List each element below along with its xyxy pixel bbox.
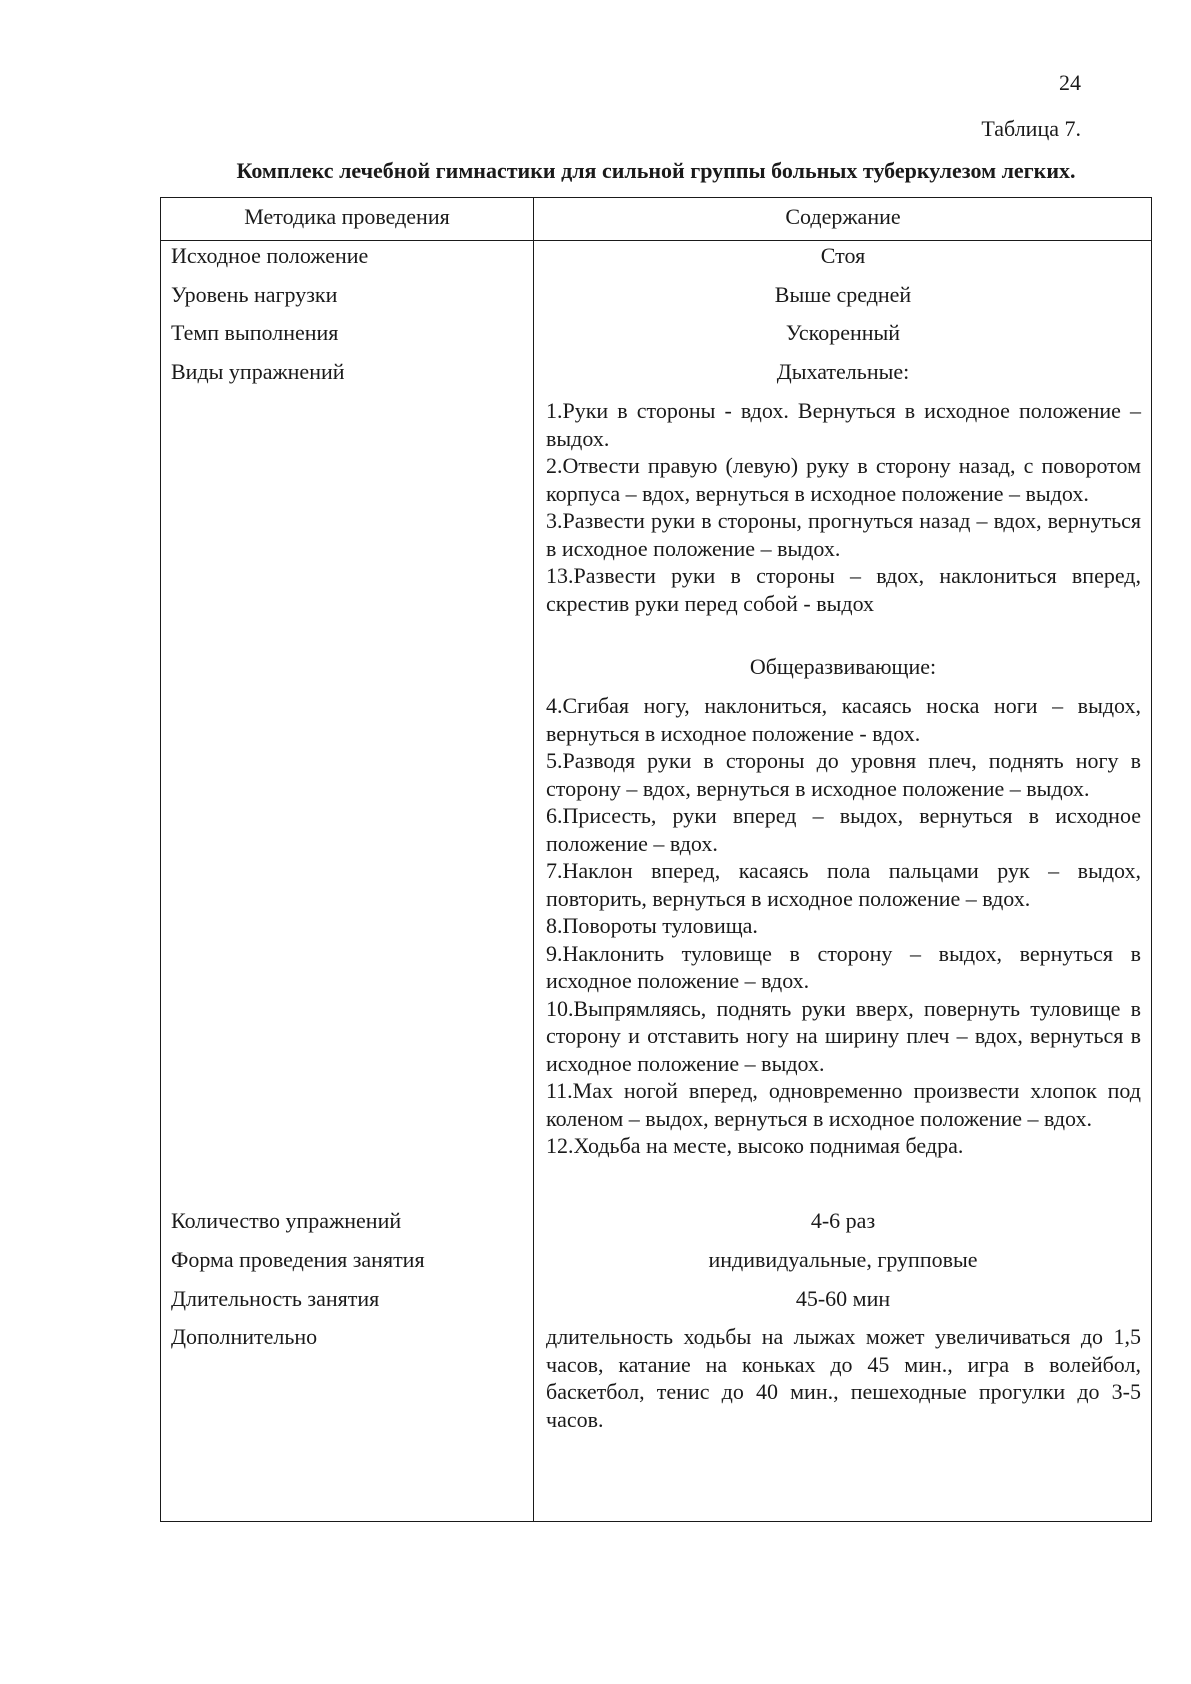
- general-exercise-list: [546, 692, 1141, 1160]
- list-item: 11.Мах ногой вперед, одновременно произвести хлопок под коленом – выдох, вернуться в исходное положение – вдох.: [546, 1078, 1141, 1131]
- exercise-table: [160, 197, 1152, 1522]
- row-label-additional: Дополнительно: [171, 1324, 318, 1349]
- general-heading: Общеразвивающие:: [749, 654, 937, 679]
- row-value-start-position: Стоя: [820, 243, 866, 268]
- list-item: 7.Наклон вперед, касаясь пола пальцами рук – выдох, повторить, вернуться в исходное положение – вдох.: [546, 858, 1141, 911]
- list-item: 9.Наклонить туловище в сторону – выдох, вернуться в исходное положение – вдох.: [546, 940, 1141, 993]
- row-value-additional: длительность ходьбы на лыжах может увеличиваться до 1,5 часов, катание на коньках до 45 мин., игра в волейбол, баскетбол, тенис до 40 мин., пешеходные прогулки до 3-5 часов.: [546, 1324, 1141, 1432]
- document-title: Комплекс лечебной гимнастики для сильной группы больных туберкулезом легких.: [236, 158, 1076, 183]
- row-label-load-level: Уровень нагрузки: [171, 282, 338, 307]
- row-value-exercise-count: 4-6 раз: [810, 1208, 876, 1233]
- list-item: 12.Ходьба на месте, высоко поднимая бедра.: [546, 1133, 964, 1158]
- row-label-exercise-types: Виды упражнений: [171, 359, 345, 384]
- table-label: Таблица 7.: [981, 116, 1081, 141]
- list-item: 2.Отвести правую (левую) руку в сторону назад, с поворотом корпуса – вдох, вернуться в исходное положение – выдох.: [546, 453, 1141, 506]
- row-label-start-position: Исходное положение: [171, 243, 369, 268]
- list-item: 10.Выпрямляясь, поднять руки вверх, повернуть туловище в сторону и отставить ногу на ширину плеч – вдох, вернуться в исходное положение – выдох.: [546, 995, 1141, 1076]
- row-label-exercise-count: Количество упражнений: [171, 1208, 402, 1233]
- list-item: 4.Сгибая ногу, наклониться, касаясь носка ноги – выдох, вернуться в исходное положение - вдох.: [546, 693, 1141, 746]
- list-item: 5.Разводя руки в стороны до уровня плеч, поднять ногу в сторону – вдох, вернуться в исходное положение – выдох.: [546, 748, 1141, 801]
- row-value-load-level: Выше средней: [774, 282, 912, 307]
- breathing-heading: Дыхательные:: [776, 359, 910, 384]
- header-methodology: Методика проведения: [244, 204, 450, 229]
- row-label-duration: Длительность занятия: [171, 1286, 380, 1311]
- list-item: 3.Развести руки в стороны, прогнуться назад – вдох, вернуться в исходное положение – выдох.: [546, 508, 1141, 561]
- row-value-duration: 45-60 мин: [795, 1286, 891, 1311]
- row-label-session-form: Форма проведения занятия: [171, 1247, 425, 1272]
- header-content: Содержание: [785, 204, 901, 229]
- list-item: 8.Повороты туловища.: [546, 913, 758, 938]
- column-divider: [533, 198, 534, 1521]
- list-item: 1.Руки в стороны - вдох. Вернуться в исходное положение – выдох.: [546, 398, 1141, 451]
- breathing-exercise-list: [546, 397, 1141, 617]
- row-label-tempo: Темп выполнения: [171, 320, 339, 345]
- page-number: 24: [1059, 70, 1081, 95]
- list-item: 13.Развести руки в стороны – вдох, наклониться вперед, скрестив руки перед собой - выдох: [546, 563, 1141, 616]
- header-divider: [161, 240, 1151, 241]
- row-value-tempo: Ускоренный: [785, 320, 901, 345]
- list-item: 6.Присесть, руки вперед – выдох, вернуться в исходное положение – вдох.: [546, 803, 1141, 856]
- row-value-session-form: индивидуальные, групповые: [708, 1247, 978, 1272]
